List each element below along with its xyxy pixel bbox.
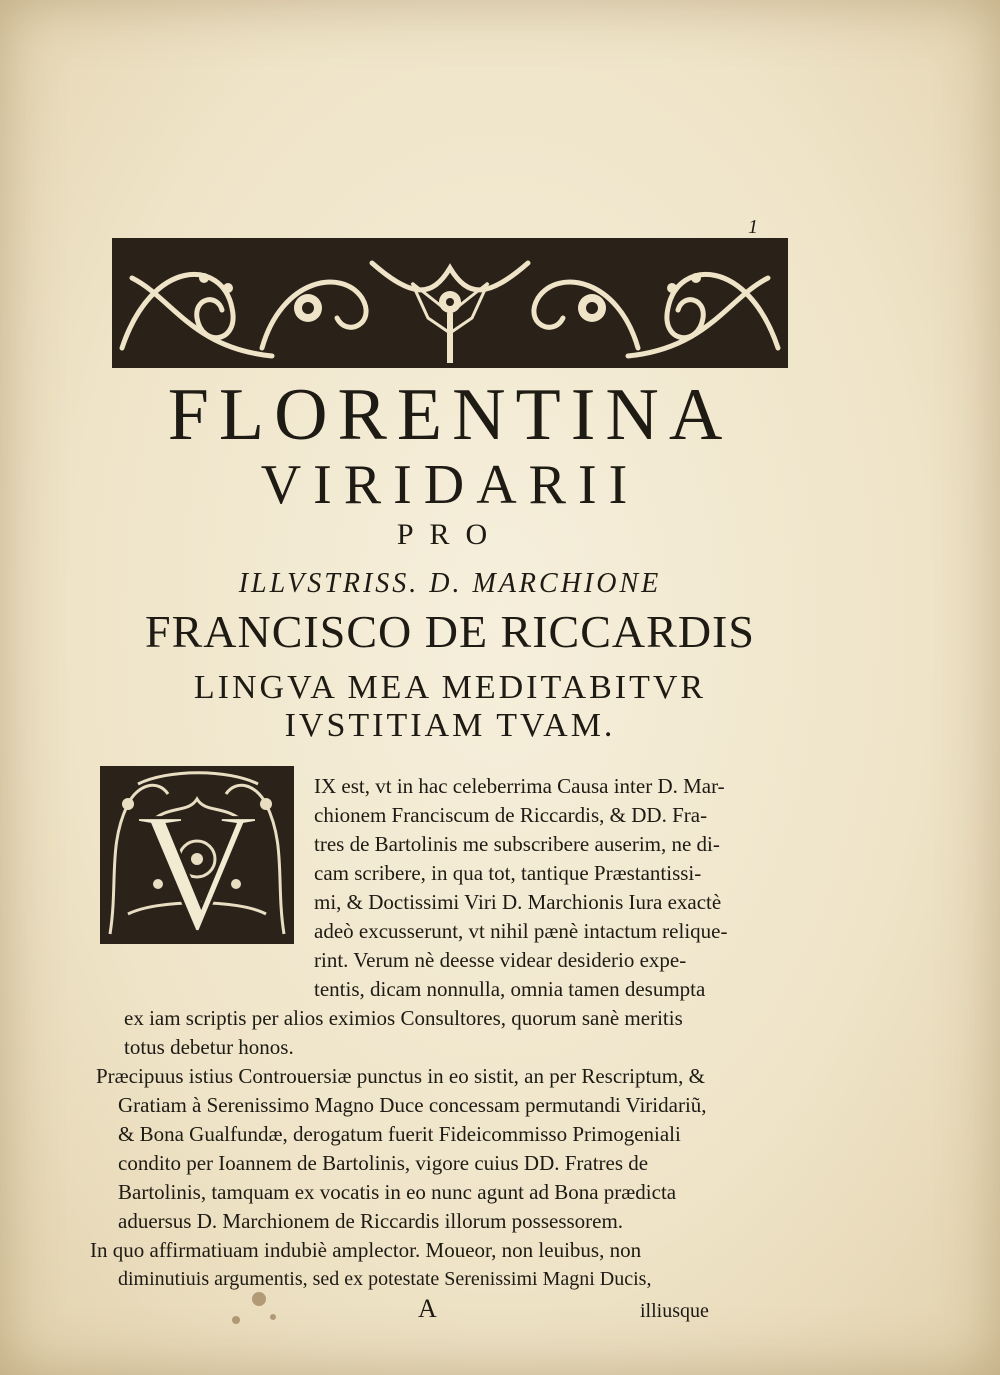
body-line: rint. Verum nè deesse videar desiderio expe- [314, 948, 687, 972]
body-line: aduersus D. Marchionem de Riccardis illorum possessorem. [118, 1209, 624, 1233]
body-line: chionem Franciscum de Riccardis, & DD. Fra- [314, 803, 708, 827]
body-line: & Bona Gualfundæ, derogatum fuerit Fideicommisso Primogeniali [118, 1122, 681, 1146]
body-line: tentis, dicam nonnulla, omnia tamen desumpta [314, 977, 706, 1001]
body-line: condito per Ioannem de Bartolinis, vigore cuius DD. Fratres de [118, 1151, 649, 1175]
body-line: adeò excusserunt, vt nihil pænè intactum relique- [314, 919, 728, 943]
body-line: Bartolinis, tamquam ex vocatis in eo nunc agunt ad Bona prædicta [118, 1180, 677, 1204]
initial-letter: V [135, 778, 259, 946]
signature-mark: A [418, 1294, 437, 1323]
ink-stain [232, 1316, 240, 1324]
motto-line-1: LINGVA MEA MEDITABITVR [193, 669, 707, 706]
body-line: Præcipuus istius Controuersiæ punctus in eo sistit, an per Rescriptum, & [96, 1064, 705, 1088]
body-line: totus debetur honos. [124, 1035, 294, 1059]
catchword: illiusque [640, 1300, 709, 1322]
body-line: IX est, vt in hac celeberrima Causa inter D. Mar- [314, 774, 725, 798]
motto-line-2: IVSTITIAM TVAM. [284, 707, 616, 744]
dedicatee-title: ILLVSTRISS. D. MARCHIONE [238, 568, 662, 599]
body-line: Gratiam à Serenissimo Magno Duce concessam permutandi Viridariũ, [118, 1093, 707, 1117]
body-line: cam scribere, in qua tot, tantique Præstantissi- [314, 861, 702, 885]
page-number: 1 [748, 216, 758, 238]
ornamental-headpiece [112, 238, 788, 368]
body-line: ex iam scriptis per alios eximios Consultores, quorum sanè meritis [124, 1006, 683, 1030]
body-line: tres de Bartolinis me subscribere auserim, ne di- [314, 832, 720, 856]
body-line: diminutiuis argumentis, sed ex potestate Serenissimi Magni Ducis, [118, 1268, 652, 1290]
body-line: In quo affirmatiuam indubiè amplector. Moueor, non leuibus, non [90, 1238, 642, 1262]
ink-stain [270, 1314, 276, 1320]
pro-label: PRO [396, 518, 504, 551]
title-line-1: FLORENTINA [167, 374, 733, 456]
ink-stain [252, 1292, 266, 1306]
title-line-2: VIRIDARII [260, 454, 640, 516]
body-line: mi, & Doctissimi Viri D. Marchionis Iura exactè [314, 890, 722, 914]
decorated-initial [98, 764, 296, 946]
dedicatee-name: FRANCISCO DE RICCARDIS [145, 606, 755, 657]
